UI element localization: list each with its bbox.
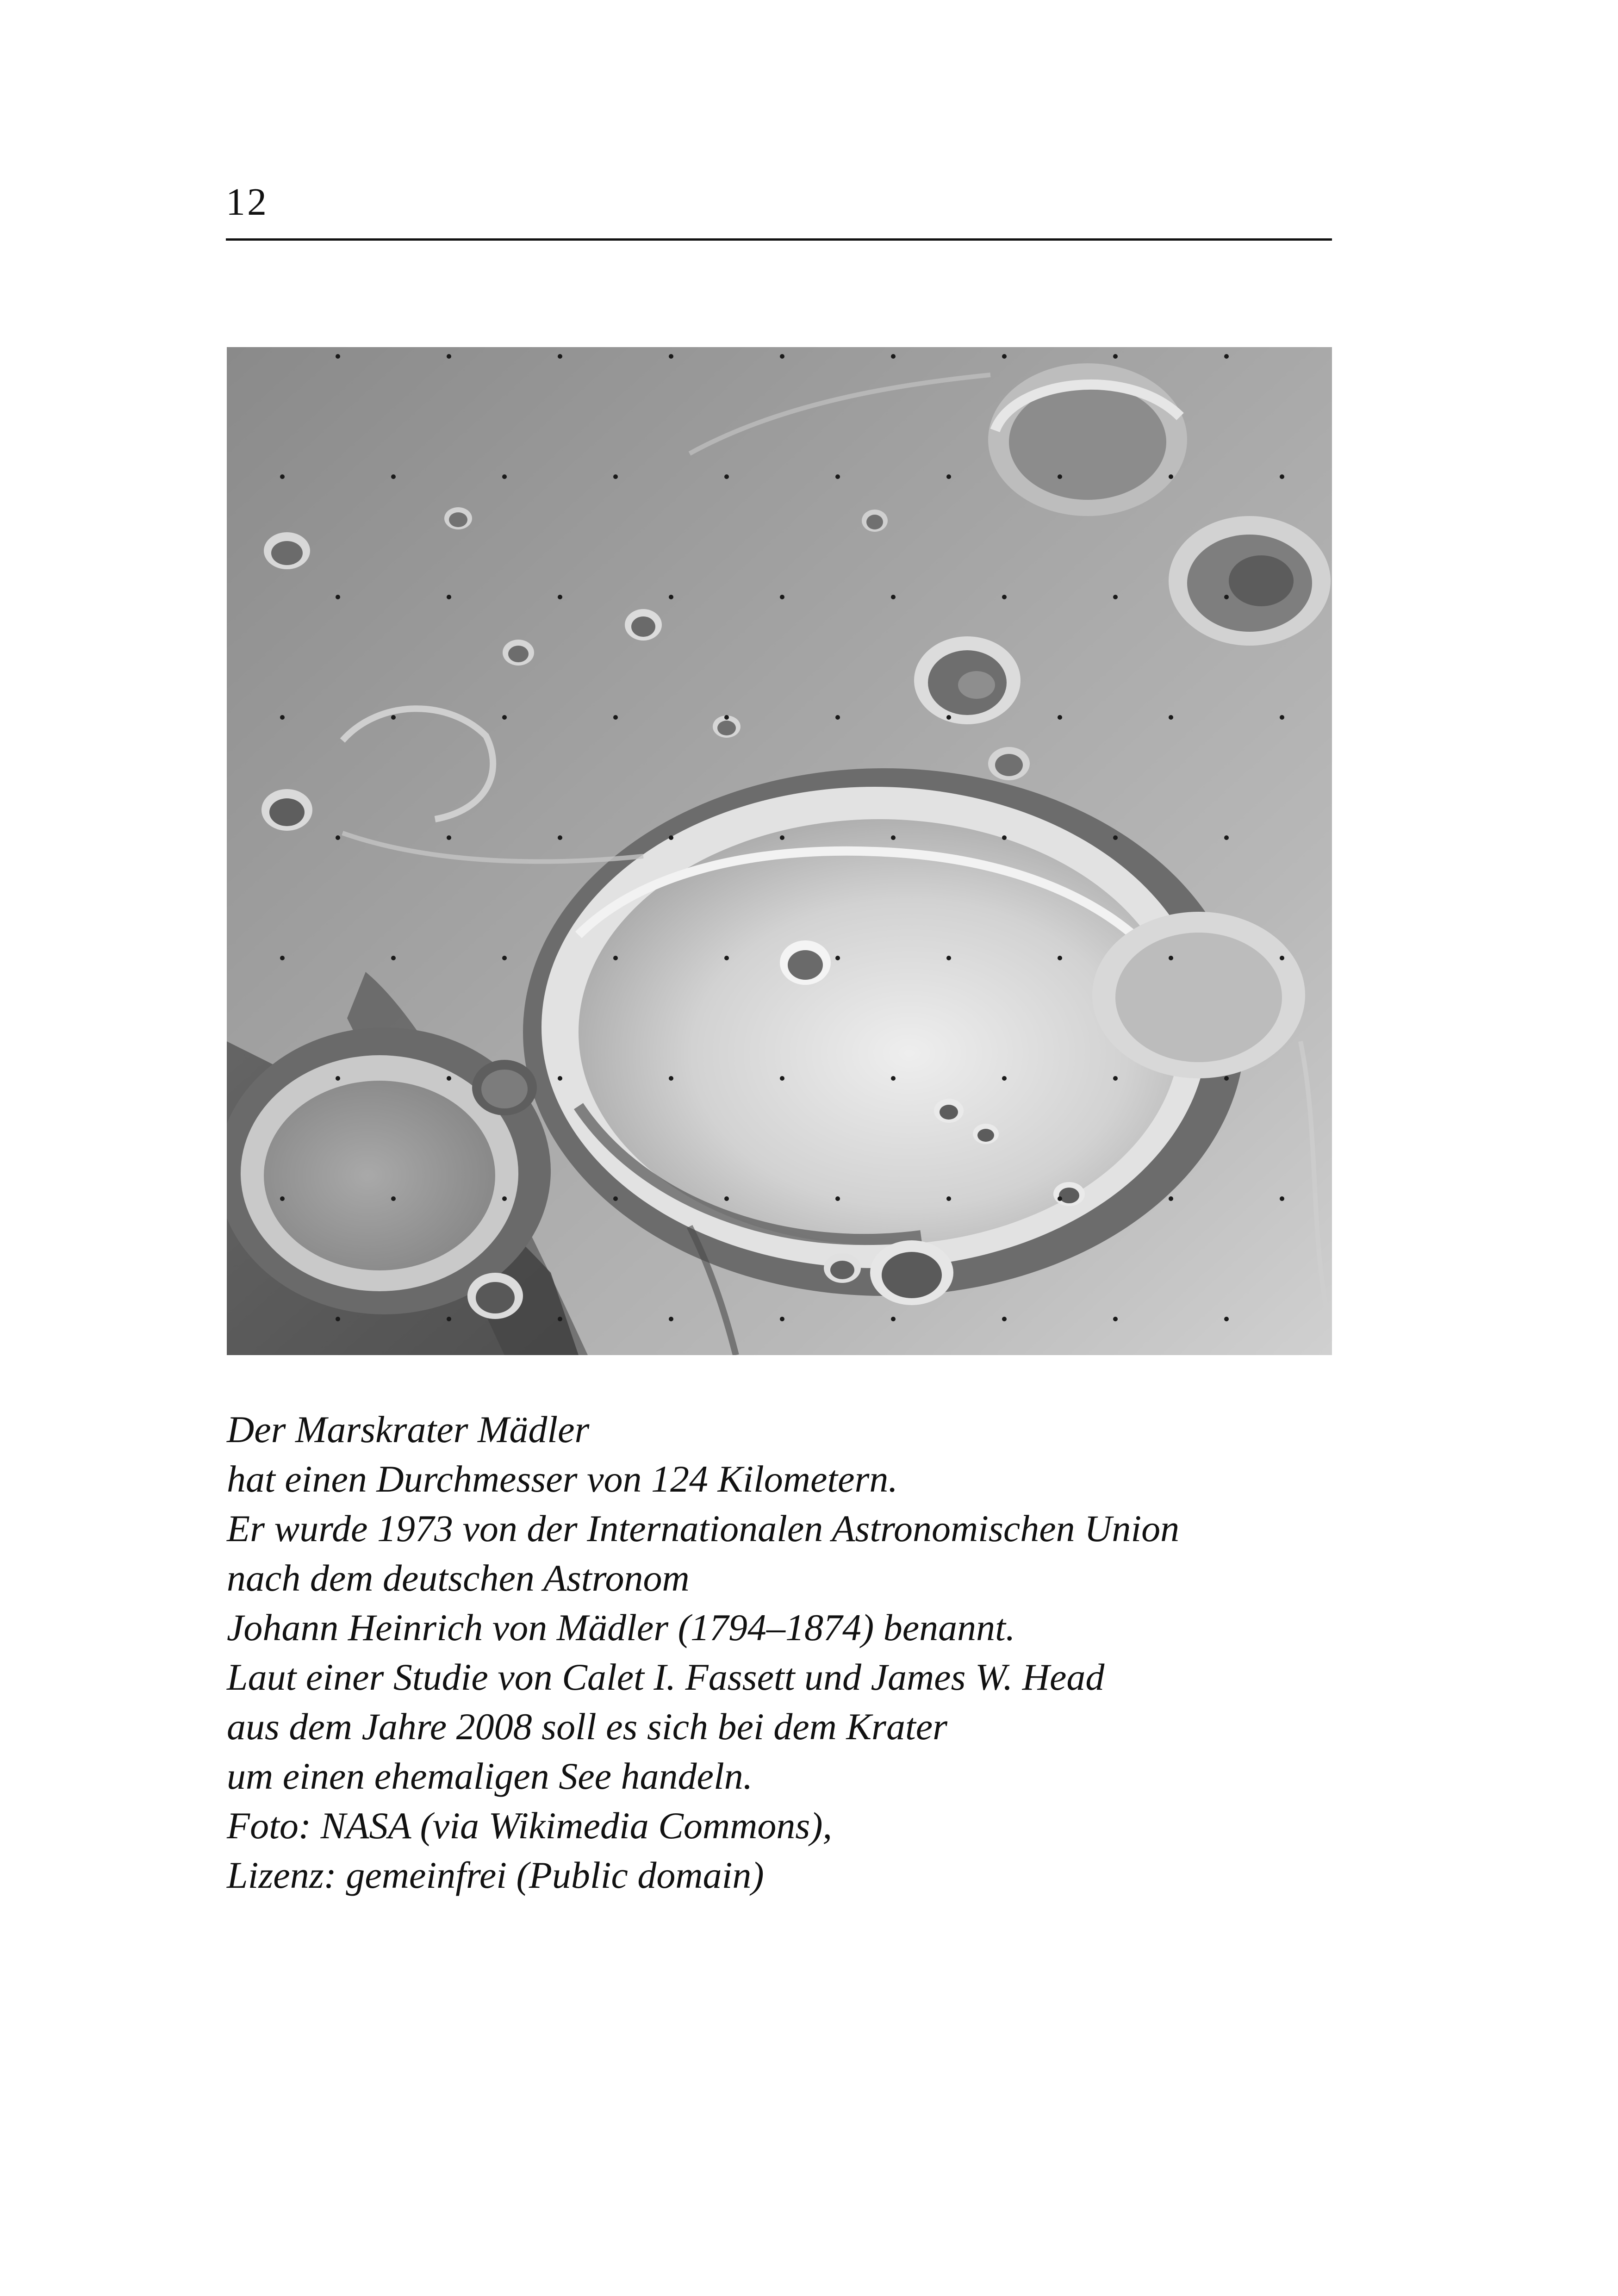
caption-line: Johann Heinrich von Mädler (1794–1874) benannt. xyxy=(227,1606,1015,1649)
figure-caption xyxy=(227,1405,1333,1900)
caption-line: nach dem deutschen Astronom xyxy=(227,1557,690,1599)
page-number: 12 xyxy=(226,180,268,224)
caption-line: Laut einer Studie von Calet I. Fassett und James W. Head xyxy=(227,1656,1105,1698)
crater-image xyxy=(227,347,1332,1355)
caption-line: hat einen Durchmesser von 124 Kilometern. xyxy=(227,1458,898,1500)
caption-line: um einen ehemaligen See handeln. xyxy=(227,1755,753,1797)
caption-line: Der Marskrater Mädler xyxy=(227,1408,590,1450)
caption-line: Foto: NASA (via Wikimedia Commons), xyxy=(227,1804,833,1847)
caption-line: aus dem Jahre 2008 soll es sich bei dem Krater xyxy=(227,1705,948,1748)
caption-line: Er wurde 1973 von der Internationalen Astronomischen Union xyxy=(227,1507,1180,1549)
caption-line: Lizenz: gemeinfrei (Public domain) xyxy=(227,1854,764,1896)
mars-crater-photo xyxy=(227,347,1332,1355)
header-rule xyxy=(226,238,1332,241)
